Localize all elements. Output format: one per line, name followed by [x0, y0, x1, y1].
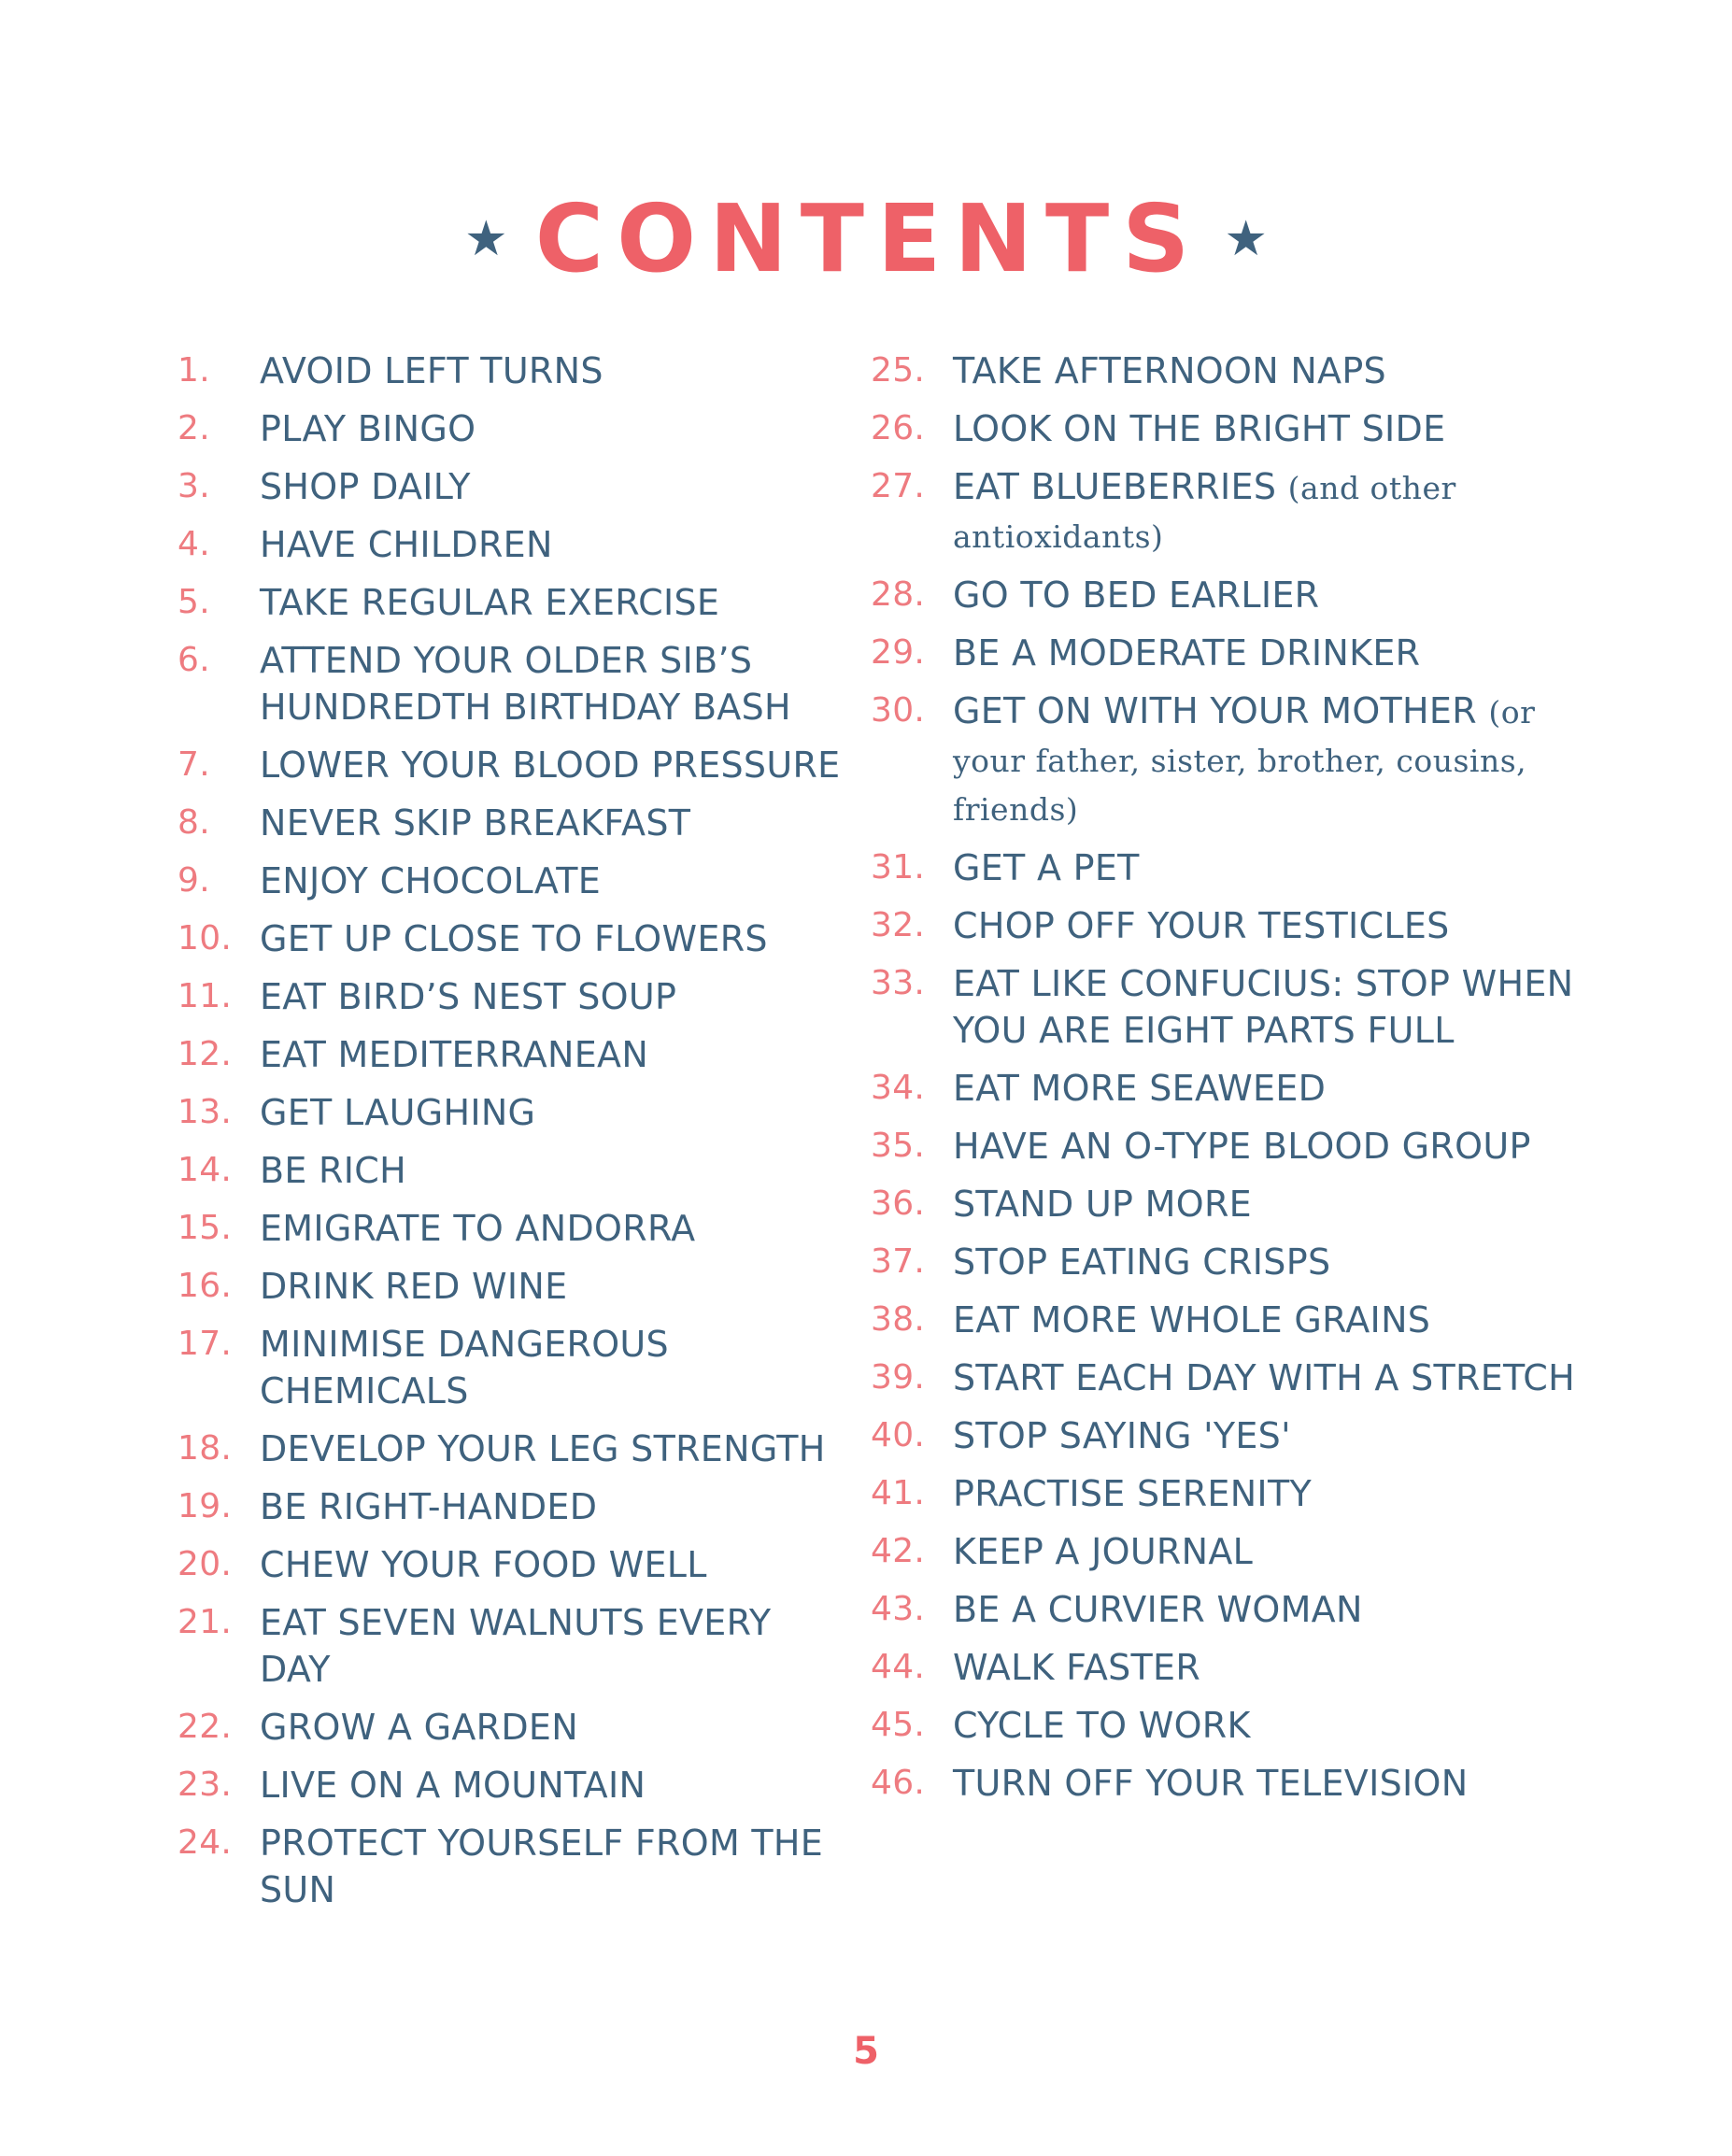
contents-entry: [177, 1704, 850, 1751]
contents-entry: [871, 463, 1581, 560]
entry-title: BE RIGHT-HANDED: [260, 1486, 598, 1527]
entry-number: 28.: [871, 575, 926, 614]
entry-title: CHEW YOUR FOOD WELL: [260, 1544, 707, 1585]
entry-title: BE A CURVIER WOMAN: [953, 1589, 1363, 1630]
entry-title: TAKE AFTERNOON NAPS: [953, 350, 1386, 391]
entry-title: PLAY BINGO: [260, 408, 476, 449]
entry-number: 11.: [177, 977, 233, 1015]
contents-entry: [177, 521, 850, 568]
entry-number: 42.: [871, 1532, 926, 1570]
entry-number: 19.: [177, 1487, 233, 1525]
entry-number: 43.: [871, 1590, 926, 1628]
entry-number: 46.: [871, 1764, 926, 1802]
entry-number: 4.: [177, 525, 210, 563]
entry-text: [953, 960, 1581, 1054]
entry-text: [260, 915, 850, 962]
entry-title: TAKE REGULAR EXERCISE: [260, 582, 720, 623]
contents-entry: [871, 405, 1581, 452]
entry-text: [953, 1528, 1581, 1575]
entry-number: 5.: [177, 583, 210, 621]
entry-title: DRINK RED WINE: [260, 1266, 568, 1307]
entry-title: LIVE ON A MOUNTAIN: [260, 1765, 646, 1806]
entry-text: [260, 405, 850, 452]
entry-title: GET UP CLOSE TO FLOWERS: [260, 918, 768, 959]
entry-number: 33.: [871, 964, 926, 1002]
entry-text: [260, 1483, 850, 1530]
entry-text: [953, 1123, 1581, 1170]
contents-entry: [177, 637, 850, 730]
entry-number: 8.: [177, 803, 210, 842]
entry-title: SHOP DAILY: [260, 466, 471, 507]
entry-number: 32.: [871, 906, 926, 944]
contents-entry: [871, 1702, 1581, 1749]
entry-text: [260, 1205, 850, 1252]
contents-entry: [871, 902, 1581, 949]
entry-number: 38.: [871, 1300, 926, 1339]
entry-title: PROTECT YOURSELF FROM THE SUN: [260, 1823, 824, 1910]
entry-text: [260, 1820, 850, 1913]
entry-title: TURN OFF YOUR TELEVISION: [953, 1763, 1469, 1804]
entry-number: 20.: [177, 1545, 233, 1583]
entry-title: PRACTISE SERENITY: [953, 1473, 1312, 1514]
contents-entry: [871, 1065, 1581, 1112]
contents-entry: [177, 579, 850, 626]
entry-number: 14.: [177, 1151, 233, 1189]
entry-text: [953, 844, 1581, 891]
entry-text: [260, 858, 850, 904]
entry-text: [260, 1762, 850, 1808]
entry-number: 31.: [871, 848, 926, 887]
contents-entry: [177, 800, 850, 846]
entry-number: 37.: [871, 1242, 926, 1281]
entry-number: 41.: [871, 1474, 926, 1512]
contents-entry: [177, 858, 850, 904]
entry-text: [953, 1702, 1581, 1749]
page-number: 5: [853, 2030, 879, 2073]
entry-title: CHOP OFF YOUR TESTICLES: [953, 905, 1450, 946]
entry-number: 15.: [177, 1209, 233, 1247]
contents-entry: [871, 1528, 1581, 1575]
contents-entry: [177, 1541, 850, 1588]
entry-title: GROW A GARDEN: [260, 1707, 578, 1748]
entry-title: BE RICH: [260, 1150, 406, 1191]
entry-title: WALK FASTER: [953, 1647, 1201, 1688]
entry-title: KEEP A JOURNAL: [953, 1531, 1254, 1572]
contents-entry: [871, 844, 1581, 891]
contents-entry: [177, 973, 850, 1020]
entry-number: 39.: [871, 1358, 926, 1397]
contents-entry: [177, 405, 850, 452]
entry-number: 1.: [177, 351, 210, 390]
contents-entry: [871, 1586, 1581, 1633]
entry-number: 7.: [177, 745, 210, 784]
entry-text: [953, 1297, 1581, 1343]
contents-entry: [177, 742, 850, 788]
entry-text: [260, 579, 850, 626]
entry-title: EAT MORE WHOLE GRAINS: [953, 1299, 1431, 1340]
entry-number: 3.: [177, 467, 210, 505]
contents-entry: [177, 1031, 850, 1078]
entry-number: 30.: [871, 691, 926, 730]
contents-entry: [871, 1123, 1581, 1170]
contents-entry: [871, 1181, 1581, 1227]
entry-number: 21.: [177, 1603, 233, 1641]
contents-entry: [177, 1205, 850, 1252]
entry-number: 2.: [177, 409, 210, 447]
entry-text: [260, 521, 850, 568]
entry-number: 24.: [177, 1823, 233, 1862]
contents-entry: [177, 348, 850, 394]
entry-text: [260, 348, 850, 394]
contents-entry: [177, 1599, 850, 1693]
entry-title: DEVELOP YOUR LEG STRENGTH: [260, 1428, 826, 1469]
entry-text: [260, 1263, 850, 1310]
entry-title: ATTEND YOUR OLDER SIB’S HUNDREDTH BIRTHDAY BASH: [260, 640, 791, 728]
entry-text: [260, 1599, 850, 1693]
entry-number: 34.: [871, 1069, 926, 1107]
entry-text: [260, 1089, 850, 1136]
entry-title: START EACH DAY WITH A STRETCH: [953, 1357, 1576, 1398]
entry-title: STOP SAYING 'YES': [953, 1415, 1291, 1456]
entry-text: [953, 1239, 1581, 1285]
entry-number: 10.: [177, 919, 233, 957]
star-icon-left: ★: [464, 210, 508, 267]
entry-title: GET A PET: [953, 847, 1140, 888]
title-row: [0, 182, 1732, 294]
entry-text: [260, 463, 850, 510]
entry-title: EMIGRATE TO ANDORRA: [260, 1208, 696, 1249]
entry-text: [953, 688, 1581, 833]
entry-number: 44.: [871, 1648, 926, 1686]
entry-title: NEVER SKIP BREAKFAST: [260, 802, 691, 844]
contents-entry: [871, 960, 1581, 1054]
entry-number: 36.: [871, 1184, 926, 1223]
contents-entry: [177, 1483, 850, 1530]
entry-number: 22.: [177, 1708, 233, 1746]
entry-title: STOP EATING CRISPS: [953, 1241, 1331, 1283]
entry-text: [953, 630, 1581, 676]
entry-text: [260, 800, 850, 846]
entry-text: [260, 1426, 850, 1472]
entry-text: [953, 1586, 1581, 1633]
contents-list-right: [871, 348, 1581, 1818]
contents-entry: [177, 1820, 850, 1913]
entry-text: [953, 1470, 1581, 1517]
entry-title: LOWER YOUR BLOOD PRESSURE: [260, 745, 841, 786]
entry-number: 27.: [871, 467, 926, 505]
entry-number: 29.: [871, 633, 926, 672]
entry-text: [260, 1031, 850, 1078]
entry-text: [953, 463, 1581, 560]
entry-number: 23.: [177, 1766, 233, 1804]
entry-number: 6.: [177, 641, 210, 679]
entry-title: EAT BIRD’S NEST SOUP: [260, 976, 677, 1017]
contents-entry: [871, 1470, 1581, 1517]
entry-title: EAT SEVEN WALNUTS EVERY DAY: [260, 1602, 772, 1690]
entry-number: 35.: [871, 1127, 926, 1165]
entry-title: EAT MEDITERRANEAN: [260, 1034, 649, 1075]
entry-number: 13.: [177, 1093, 233, 1131]
contents-entry: [871, 688, 1581, 833]
entry-subtitle: (and other antioxidants): [953, 470, 1456, 555]
entry-title: HAVE CHILDREN: [260, 524, 553, 565]
entry-number: 40.: [871, 1416, 926, 1454]
entry-text: [953, 1412, 1581, 1459]
contents-entry: [177, 1263, 850, 1310]
contents-entry: [871, 630, 1581, 676]
entry-title: STAND UP MORE: [953, 1184, 1252, 1225]
contents-entry: [871, 1644, 1581, 1691]
entry-text: [953, 1355, 1581, 1401]
entry-subtitle: (or your father, sister, brother, cousins, friends): [953, 694, 1536, 828]
contents-entry: [177, 1762, 850, 1808]
entry-number: 16.: [177, 1267, 233, 1305]
contents-entry: [871, 348, 1581, 394]
entry-text: [953, 1760, 1581, 1807]
star-icon-right: ★: [1224, 210, 1268, 267]
entry-text: [953, 902, 1581, 949]
entry-title: EAT MORE SEAWEED: [953, 1068, 1327, 1109]
entry-title: HAVE AN O-TYPE BLOOD GROUP: [953, 1126, 1531, 1167]
entry-text: [260, 1321, 850, 1414]
entry-text: [953, 572, 1581, 618]
entry-text: [953, 1065, 1581, 1112]
entry-title: LOOK ON THE BRIGHT SIDE: [953, 408, 1446, 449]
entry-text: [953, 1181, 1581, 1227]
entry-number: 9.: [177, 861, 210, 900]
entry-text: [260, 1147, 850, 1194]
contents-entry: [871, 1355, 1581, 1401]
contents-entry: [177, 1321, 850, 1414]
entry-text: [953, 348, 1581, 394]
contents-entry: [177, 915, 850, 962]
entry-title: GET ON WITH YOUR MOTHER: [953, 690, 1477, 731]
entry-number: 25.: [871, 351, 926, 390]
entry-title: EAT BLUEBERRIES: [953, 466, 1277, 507]
entry-number: 12.: [177, 1035, 233, 1073]
contents-entry: [871, 1239, 1581, 1285]
contents-entry: [177, 1089, 850, 1136]
entry-number: 17.: [177, 1325, 233, 1363]
entry-title: BE A MODERATE DRINKER: [953, 632, 1421, 674]
contents-entry: [177, 1426, 850, 1472]
entry-title: AVOID LEFT TURNS: [260, 350, 603, 391]
entry-text: [260, 637, 850, 730]
contents-entry: [871, 1412, 1581, 1459]
contents-entry: [871, 1297, 1581, 1343]
contents-entry: [177, 463, 850, 510]
entry-text: [260, 973, 850, 1020]
entry-text: [953, 1644, 1581, 1691]
entry-text: [260, 742, 850, 788]
entry-title: EAT LIKE CONFUCIUS: STOP WHEN YOU ARE EIGHT PARTS FULL: [953, 963, 1574, 1051]
contents-list-left: [177, 348, 850, 1924]
contents-entry: [871, 572, 1581, 618]
entry-number: 18.: [177, 1429, 233, 1468]
entry-title: GET LAUGHING: [260, 1092, 536, 1133]
entry-title: CYCLE TO WORK: [953, 1705, 1251, 1746]
entry-number: 45.: [871, 1706, 926, 1744]
entry-title: GO TO BED EARLIER: [953, 574, 1320, 616]
entry-title: MINIMISE DANGEROUS CHEMICALS: [260, 1324, 669, 1411]
entry-text: [953, 405, 1581, 452]
entry-text: [260, 1704, 850, 1751]
entry-text: [260, 1541, 850, 1588]
page-title: CONTENTS: [534, 183, 1203, 293]
entry-number: 26.: [871, 409, 926, 447]
entry-title: ENJOY CHOCOLATE: [260, 860, 602, 901]
contents-entry: [177, 1147, 850, 1194]
contents-entry: [871, 1760, 1581, 1807]
